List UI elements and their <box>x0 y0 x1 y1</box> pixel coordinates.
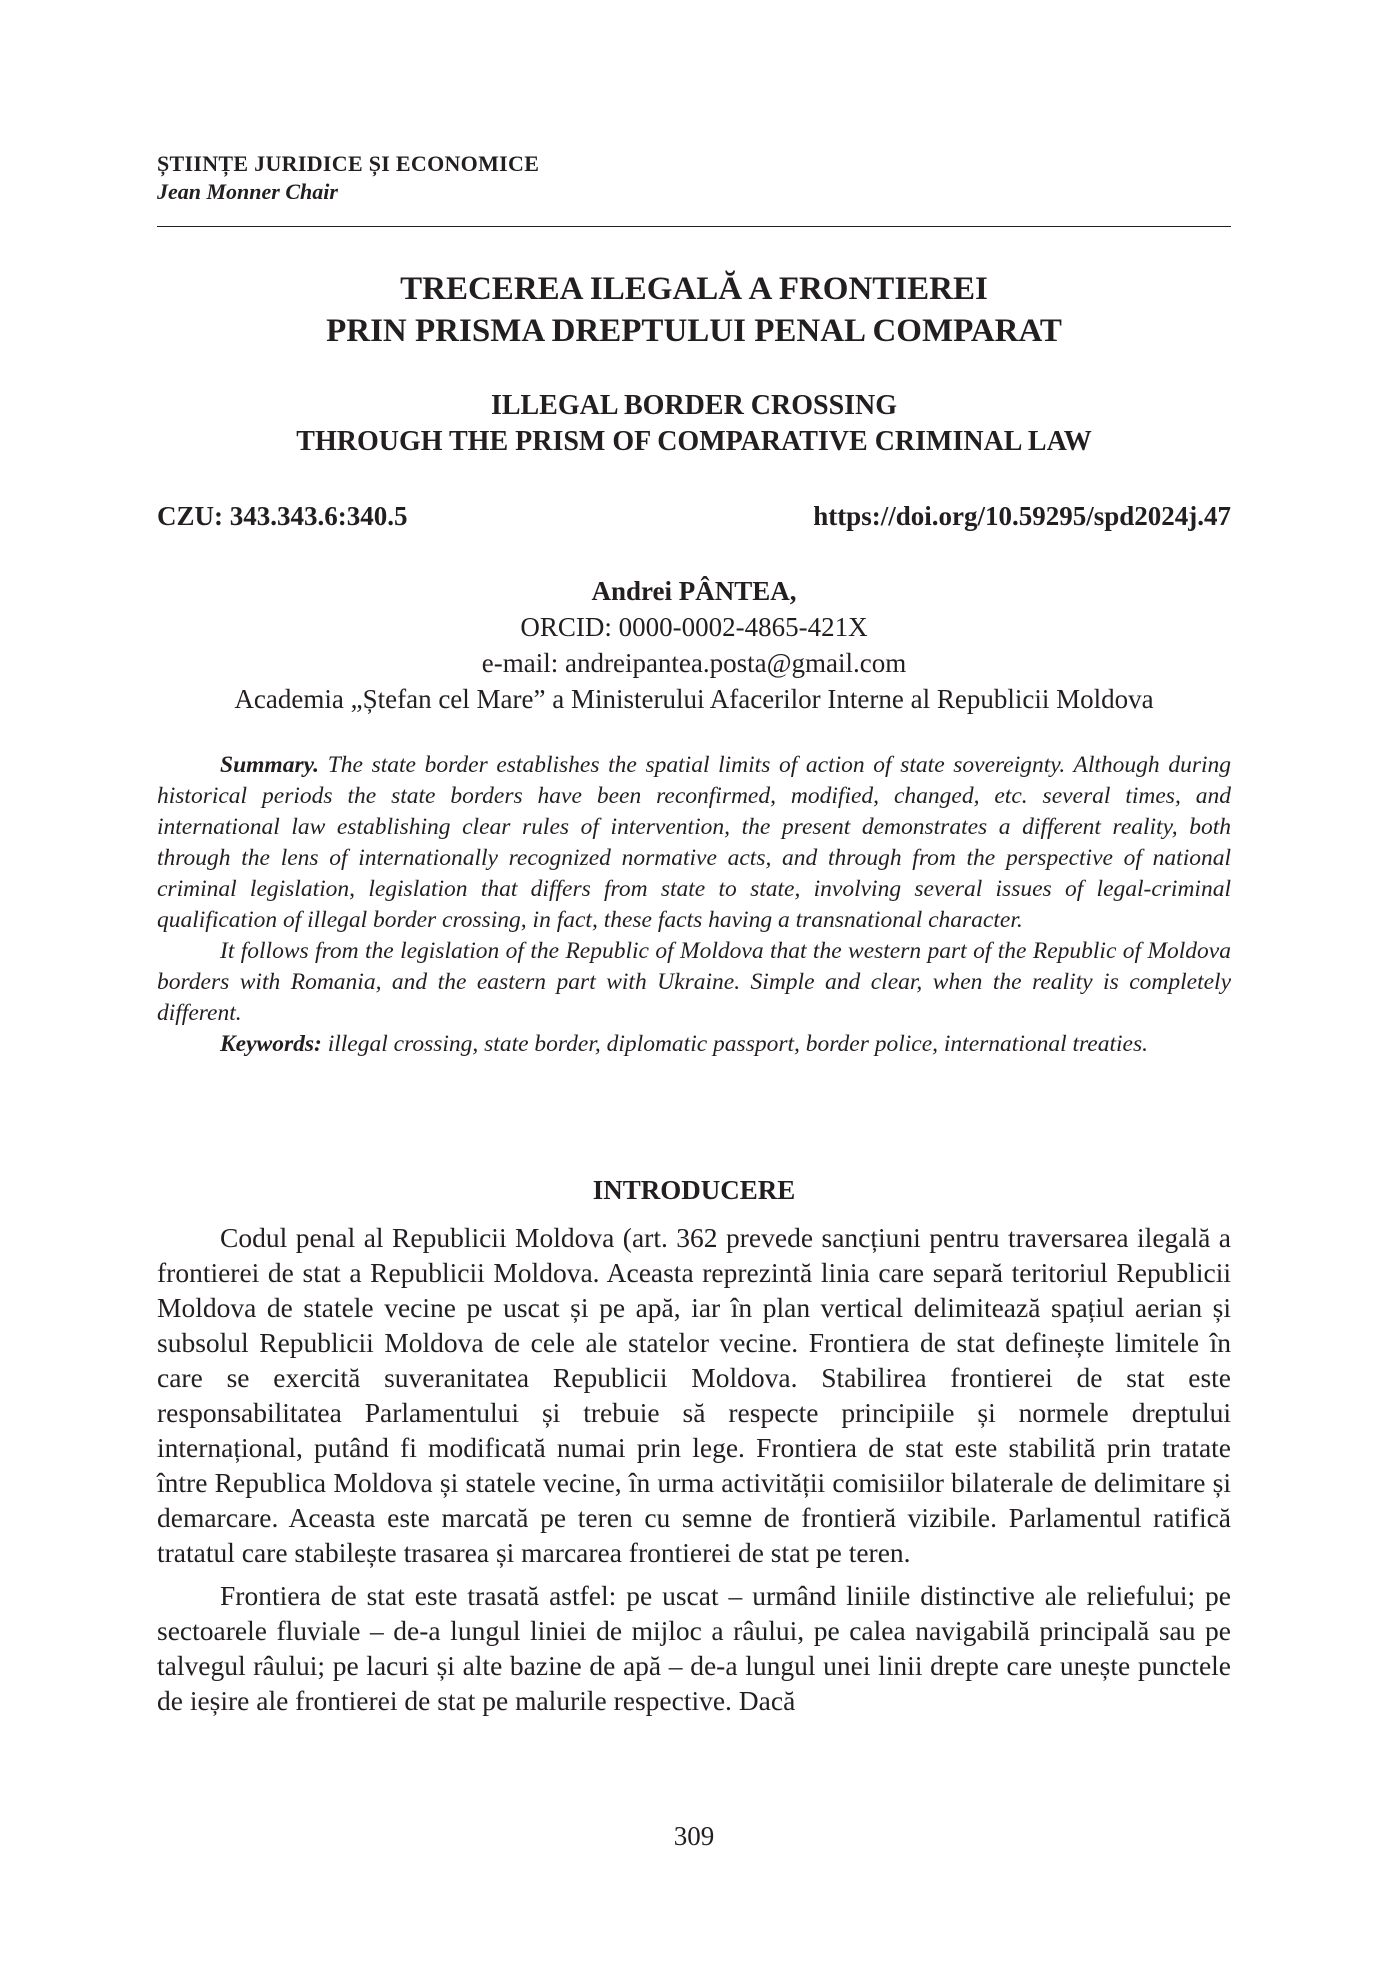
section-heading: INTRODUCERE <box>592 1175 796 1205</box>
body-text <box>157 1220 1231 1718</box>
chair-name: Jean Monner Chair <box>157 179 338 204</box>
body-paragraph-1: Codul penal al Republicii Moldova (art. 362 prevede sancțiuni pentru traversarea ilegală a frontierei de stat a Republicii Moldova. Aceasta reprezintă linia care separă teritoriul Republicii Moldova de statele vecine pe uscat și pe apă, iar în plan vertical delimitează spațiul aerian și subsolul Republicii Moldova de cele ale statelor vecine. Frontiera de stat definește limitele în care se exercită suveranitatea Republicii Moldova. Stabilirea frontierei de stat este responsabilitatea Parlamentului și trebuie să respecte principiile și normele dreptului internațional, putând fi modificată numai prin lege. Frontiera de stat este stabilită prin tratate între Republica Moldova și statele vecine, în urma activității comisiilor bilaterale de delimitare și demarcare. Aceasta este marcată pe teren cu semne de frontieră vizibile. Parlamentul ratifică tratatul care stabilește trasarea și marcarea frontierei de stat pe teren. <box>157 1222 1231 1568</box>
summary-paragraph <box>157 750 1231 936</box>
doi-link[interactable]: https://doi.org/10.59295/spd2024j.47 <box>813 501 1231 531</box>
title-english <box>157 388 1231 460</box>
header-divider <box>157 226 1231 227</box>
author-affiliation: Academia „Ștefan cel Mare” a Ministerului Afacerilor Interne al Republicii Moldova <box>234 684 1154 714</box>
author-email: e-mail: andreipantea.posta@gmail.com <box>481 648 907 678</box>
author-block <box>157 573 1231 717</box>
body-paragraph-2: Frontiera de stat este trasată astfel: pe uscat – urmând liniile distinctive ale reliefului; pe sectoarele fluviale – de-a lungul liniei de mijloc a râului, pe calea navigabilă principală sau pe talvegul râului; pe lacuri și alte bazine de apă – de-a lungul unei linii drepte care unește punctele de ieșire ale frontierei de stat pe malurile respective. Dacă <box>157 1580 1231 1716</box>
title-romanian <box>157 268 1231 352</box>
journal-name: ȘTIINȚE JURIDICE ȘI ECONOMICE <box>157 151 540 176</box>
abstract <box>157 750 1231 1060</box>
keywords-paragraph <box>157 1029 1231 1060</box>
author-orcid: ORCID: 0000-0002-4865-421X <box>520 612 868 642</box>
keywords-label: Keywords: <box>220 1031 322 1057</box>
page-number: 309 <box>673 1821 715 1851</box>
identifiers-row <box>157 498 1231 534</box>
abstract-paragraph-2: It follows from the legislation of the Republic of Moldova that the western part of the Republic of Moldova borders with Romania, and the eastern part with Ukraine. Simple and clear, when the reality is completely different. <box>157 938 1231 1026</box>
czu-code: CZU: 343.343.6:340.5 <box>157 501 408 531</box>
title-ro-line-2: PRIN PRISMA DREPTULUI PENAL COMPARAT <box>326 313 1062 349</box>
summary-text: The state border establishes the spatial limits of action of state sovereignty. Although during historical periods the state borders have been reconfirmed, modified, changed, etc. several times, and international law establishing clear rules of intervention, the present demonstrates a different reality, both through the lens of internationally recognized normative acts, and through from the perspective of national criminal legislation, legislation that differs from state to state, involving several issues of legal-criminal qualification of illegal border crossing, in fact, these facts having a transnational character. <box>157 752 1231 933</box>
author-name: Andrei PÂNTEA, <box>591 576 797 606</box>
title-en-line-1: ILLEGAL BORDER CROSSING <box>490 390 898 421</box>
keywords-text: illegal crossing, state border, diplomatic passport, border police, international treaties. <box>327 1031 1148 1057</box>
title-en-line-2: THROUGH THE PRISM OF COMPARATIVE CRIMINAL LAW <box>296 426 1092 457</box>
summary-label: Summary. <box>220 752 320 778</box>
running-header <box>157 150 1231 206</box>
title-ro-line-1: TRECEREA ILEGALĂ A FRONTIEREI <box>400 271 988 307</box>
